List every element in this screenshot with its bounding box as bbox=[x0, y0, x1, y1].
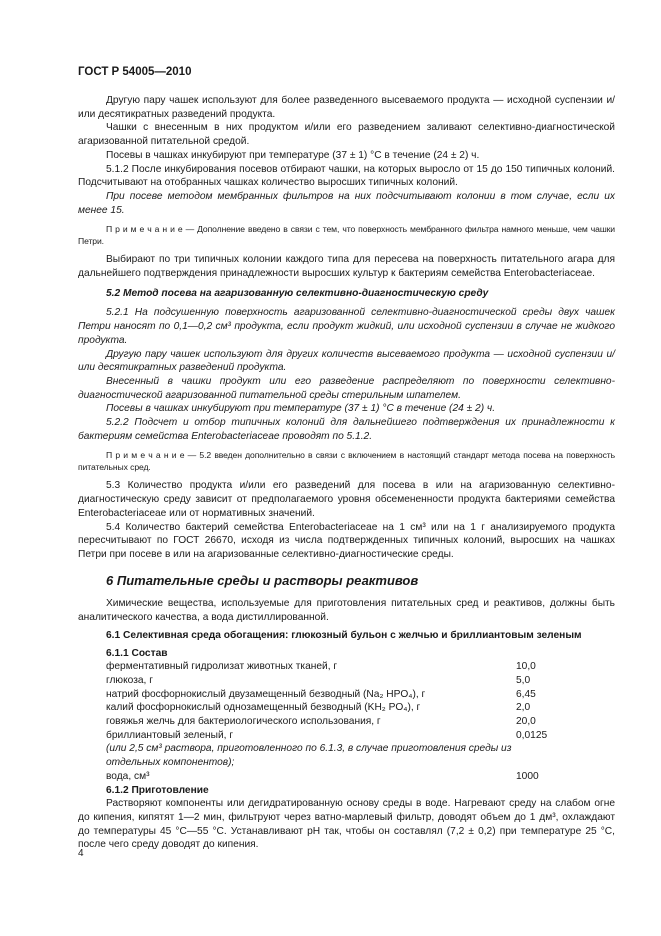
composition-row bbox=[78, 660, 615, 674]
note-2: П р и м е ч а н и е — 5.2 введен дополнительно в связи с включением в настоящий стандарт метода посева на поверхность питательных сред. bbox=[78, 450, 615, 473]
component-value: 1000 bbox=[516, 770, 539, 782]
component-value: 0,0125 bbox=[516, 729, 548, 741]
component-value: 5,0 bbox=[516, 674, 531, 686]
component-name: говяжья желчь для бактериологического использования, г bbox=[106, 716, 381, 728]
component-name: глюкоза, г bbox=[106, 674, 153, 686]
component-value: 2,0 bbox=[516, 702, 531, 714]
composition-note: (или 2,5 см³ раствора, приготовленного по 6.1.3, в случае приготовления среды из отдельных компонентов); bbox=[106, 743, 512, 769]
composition-list bbox=[78, 660, 615, 783]
section-6-1-1-heading: 6.1.1 Состав bbox=[106, 647, 168, 659]
paragraph-membrane: При посеве методом мембранных фильтров на них подсчитывают колонии в том случае, если их менее 15. bbox=[78, 190, 615, 216]
composition-row bbox=[78, 674, 615, 688]
composition-row bbox=[78, 729, 615, 743]
note-1: П р и м е ч а н и е — Дополнение введено в связи с тем, что поверхность мембранного фильтра намного меньше, чем чашки Петри. bbox=[78, 224, 615, 247]
paragraph: Выбирают по три типичных колонии каждого типа для пересева на поверхность питательного агара для дальнейшего подтверждения принадлежности выросших культур к бактериям семейства Enterobacteriaceae. bbox=[78, 254, 615, 280]
component-value: 6,45 bbox=[516, 688, 536, 700]
section-6-heading: 6 Питательные среды и растворы реактивов bbox=[106, 572, 419, 588]
paragraph: Другую пару чашек используют для других количеств высеваемого продукта — исходной суспензии и/или десятикратных разведений продукта. bbox=[78, 348, 615, 374]
composition-row bbox=[78, 701, 615, 715]
component-name: калий фосфорнокислый однозамещенный безводный (KH₂ PO₄), г bbox=[106, 702, 421, 714]
paragraph: Посевы в чашках инкубируют при температуре (37 ± 1) °С в течение (24 ± 2) ч. bbox=[106, 403, 496, 415]
composition-row bbox=[78, 715, 615, 729]
paragraph-5-1-2: 5.1.2 После инкубирования посевов отбирают чашки, на которых выросло от 15 до 150 типичных колоний. Подсчитывают на отобранных чашках количество выросших типичных колоний. bbox=[78, 163, 615, 189]
paragraph-5-2-2: 5.2.2 Подсчет и отбор типичных колоний для дальнейшего подтверждения их принадлежности к бактериям семейства Enterobacteriaceae проводят по 5.1.2. bbox=[78, 417, 615, 442]
paragraph-5-2-1: 5.2.1 На подсушенную поверхность агаризованной селективно-диагностической среды двух чашек Петри наносят по 0,1—0,2 см³ продукта, если продукт жидкий, или исходной суспензии в случае не жидкого продукта. bbox=[78, 307, 615, 346]
paragraph: Внесенный в чашки продукт или его разведение распределяют по поверхности селективно-диагностической агаризованной питательной среды стерильным шпателем. bbox=[78, 375, 615, 401]
component-name: вода, см³ bbox=[106, 770, 150, 782]
component-value: 10,0 bbox=[516, 661, 536, 673]
component-name: натрий фосфорнокислый двузамещенный безводный (Na₂ HPO₄), г bbox=[106, 688, 426, 700]
component-name: бриллиантовый зеленый, г bbox=[106, 729, 234, 741]
paragraph-5-3: 5.3 Количество продукта и/или его разведений для посева в или на агаризованную селективно-диагностическую среду зависит от предполагаемого уровня обсемененности продукта бактериями семейства Enterobacteriaceae или от нормативных значений. bbox=[78, 480, 615, 519]
document-header: ГОСТ Р 54005—2010 bbox=[78, 66, 192, 78]
component-name: ферментативный гидролизат животных тканей, г bbox=[106, 661, 338, 673]
paragraph: Посевы в чашках инкубируют при температуре (37 ± 1) °С в течение (24 ± 2) ч. bbox=[106, 149, 480, 161]
composition-row bbox=[78, 770, 615, 784]
page-number: 4 bbox=[78, 848, 84, 859]
component-value: 20,0 bbox=[516, 716, 536, 728]
composition-row bbox=[78, 688, 615, 702]
composition-note-row bbox=[78, 742, 615, 769]
paragraph-5-4: 5.4 Количество бактерий семейства Enterobacteriaceae на 1 см³ или на 1 г анализируемого продукта пересчитывают по ГОСТ 26670, исходя из числа подтвержденных типичных колоний, выросших на чашках Петри при посеве в или на агаризованные селективно-диагностические среды. bbox=[78, 521, 615, 560]
paragraph: Другую пару чашек используют для более разведенного высеваемого продукта — исходной суспензии и/или десятикратных разведений продукта. bbox=[78, 95, 615, 120]
paragraph: Чашки с внесенным в них продуктом и/или его разведением заливают селективно-диагностической агаризованной питательной средой. bbox=[78, 122, 615, 148]
document-body bbox=[78, 94, 615, 852]
section-6-1-heading: 6.1 Селективная среда обогащения: глюкозный бульон с желчью и бриллиантовым зеленым bbox=[106, 629, 582, 641]
section-5-2-heading: 5.2 Метод посева на агаризованную селективно-диагностическую среду bbox=[106, 287, 489, 299]
paragraph: Химические вещества, используемые для приготовления питательных сред и реактивов, должны быть аналитического качества, а вода дистиллированной. bbox=[78, 598, 615, 624]
paragraph-preparation: Растворяют компоненты или дегидратированную основу среды в воде. Нагревают среду на слабом огне до кипения, кипятят 1—2 мин, фильтруют через ватно-марлевый фильтр, доводят объем до 1 дм³, охлаждают до температуры 45 °С—55 °С. Устанавливают рН так, чтобы он составлял (7,2 ± 0,2) при температуре 25 °С, после чего среду доводят до кипения. bbox=[78, 798, 615, 851]
section-6-1-2-heading: 6.1.2 Приготовление bbox=[106, 784, 209, 796]
